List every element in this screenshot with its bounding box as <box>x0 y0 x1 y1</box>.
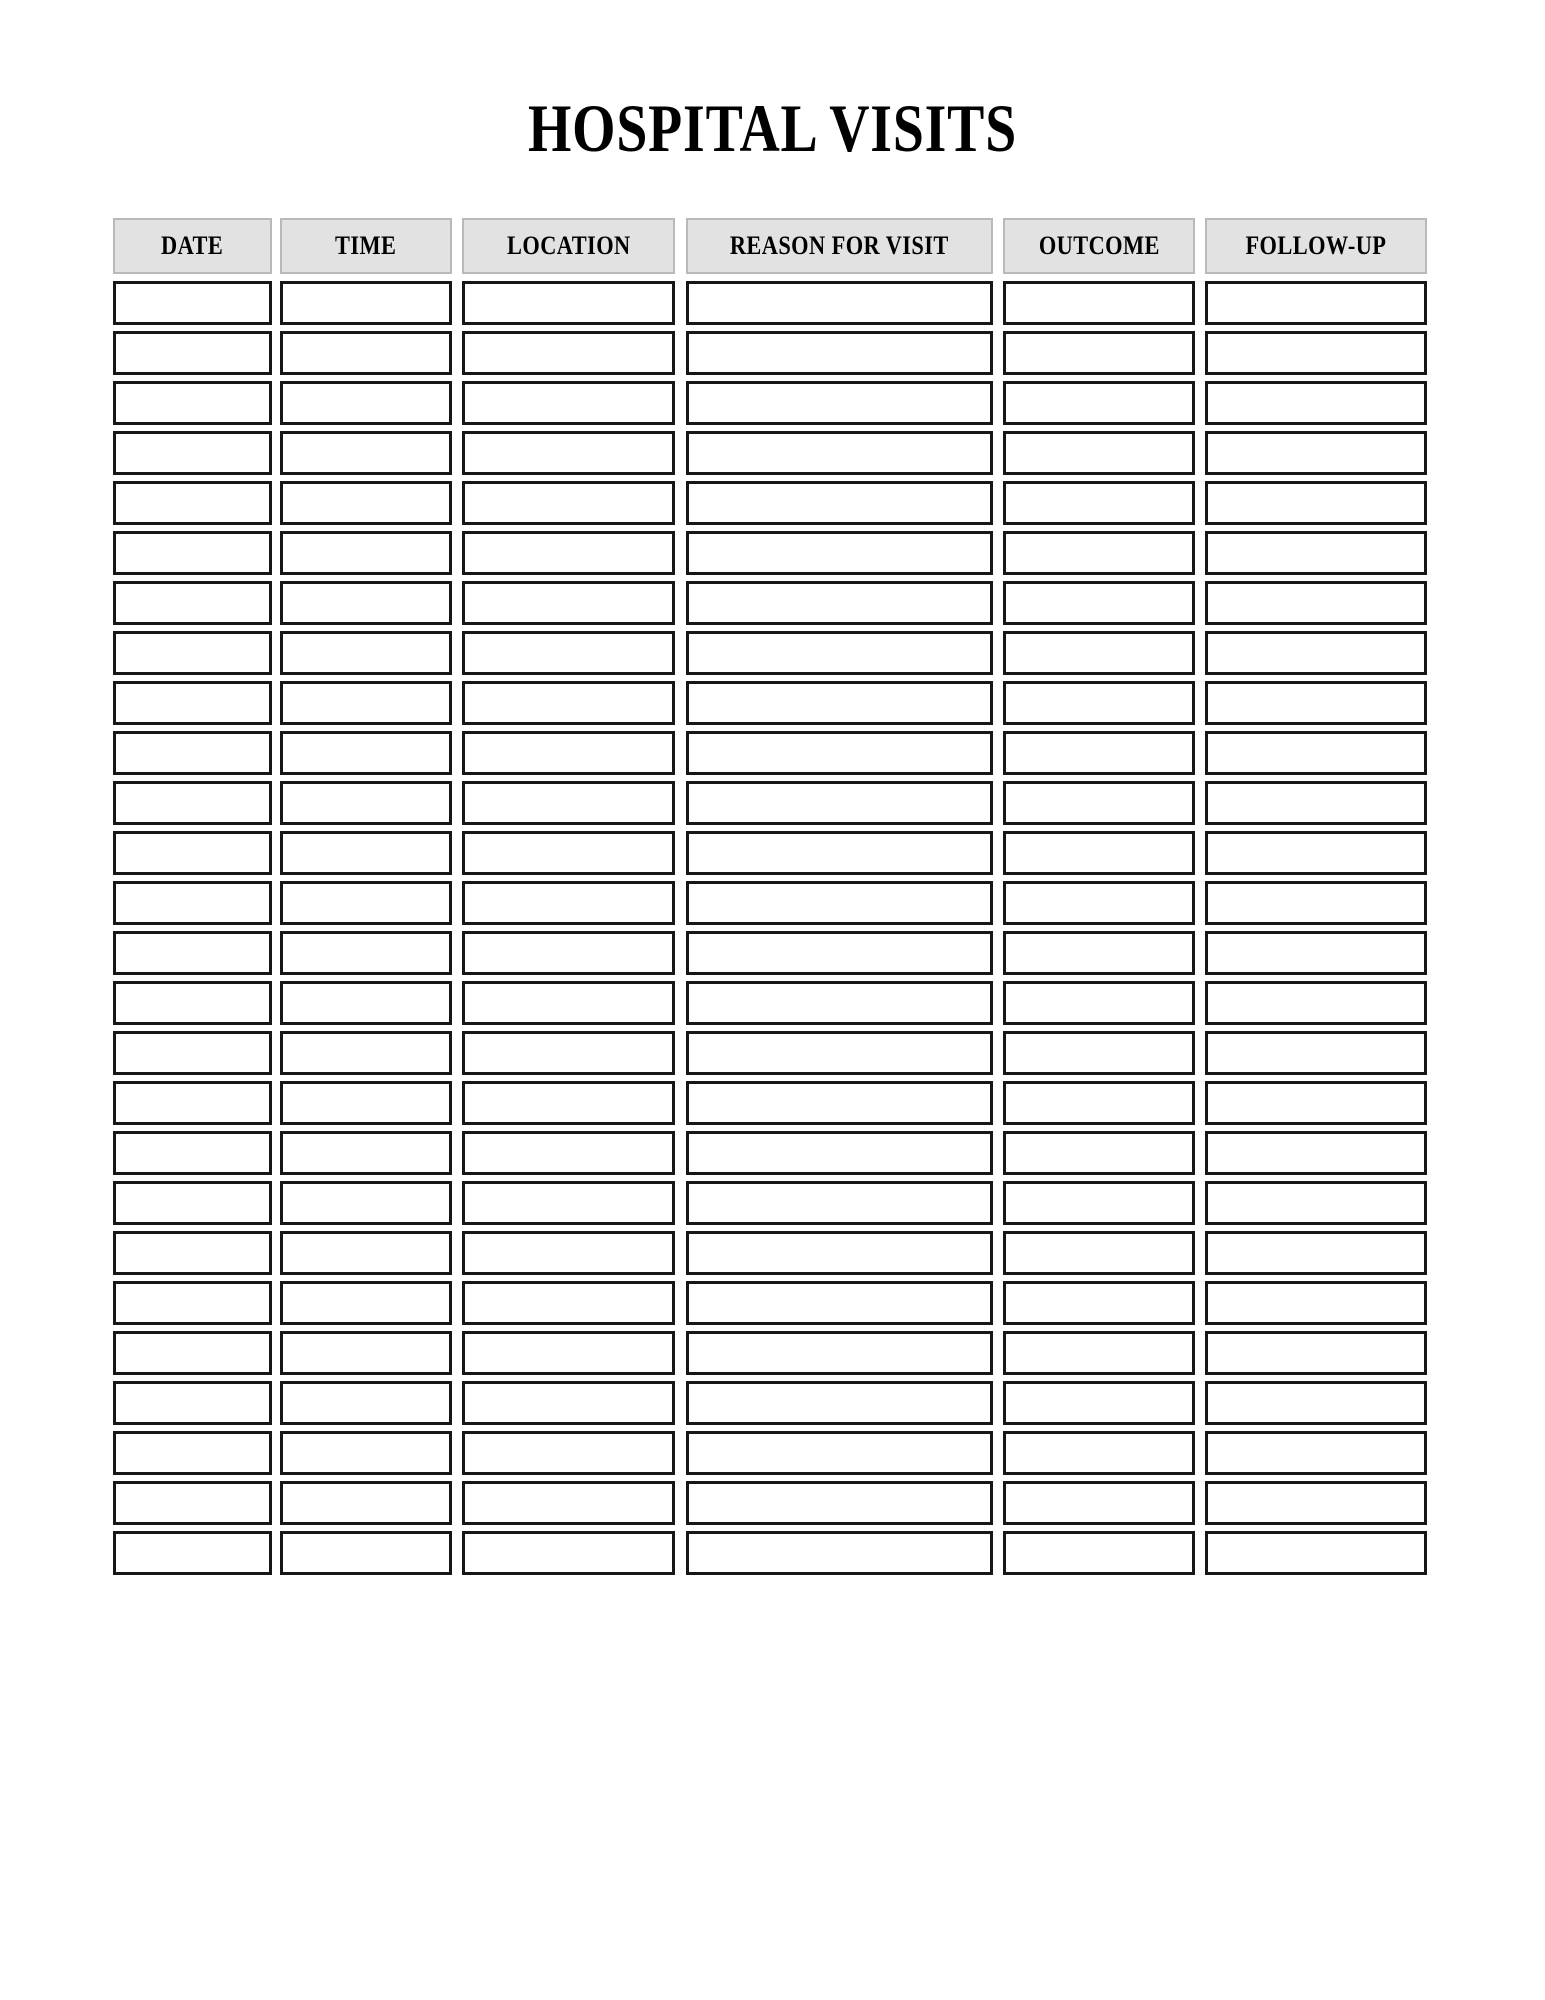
cell-time[interactable] <box>280 1031 452 1075</box>
cell-followup[interactable] <box>1205 1131 1427 1175</box>
cell-date[interactable] <box>113 1531 272 1575</box>
cell-followup[interactable] <box>1205 631 1427 675</box>
cell-time[interactable] <box>280 381 452 425</box>
cell-time[interactable] <box>280 931 452 975</box>
cell-outcome[interactable] <box>1003 1481 1195 1525</box>
hospital-visits-table <box>113 218 1429 1581</box>
table-row <box>113 1031 1429 1075</box>
cell-followup[interactable] <box>1205 581 1427 625</box>
cell-date[interactable] <box>113 981 272 1025</box>
cell-reason[interactable] <box>686 1381 993 1425</box>
cell-followup[interactable] <box>1205 981 1427 1025</box>
cell-date[interactable] <box>113 631 272 675</box>
column-header-outcome-label: OUTCOME <box>1038 231 1160 260</box>
cell-date[interactable] <box>113 1031 272 1075</box>
table-row <box>113 631 1429 675</box>
table-row <box>113 831 1429 875</box>
cell-reason[interactable] <box>686 281 993 325</box>
cell-outcome[interactable] <box>1003 331 1195 375</box>
cell-reason[interactable] <box>686 1181 993 1225</box>
cell-time[interactable] <box>280 781 452 825</box>
cell-reason[interactable] <box>686 831 993 875</box>
cell-location[interactable] <box>462 1281 675 1325</box>
table-row <box>113 1181 1429 1225</box>
cell-outcome[interactable] <box>1003 1531 1195 1575</box>
cell-outcome[interactable] <box>1003 1381 1195 1425</box>
table-row <box>113 1231 1429 1275</box>
cell-location[interactable] <box>462 431 675 475</box>
cell-reason[interactable] <box>686 781 993 825</box>
cell-outcome[interactable] <box>1003 581 1195 625</box>
cell-reason[interactable] <box>686 931 993 975</box>
cell-date[interactable] <box>113 1281 272 1325</box>
cell-location[interactable] <box>462 281 675 325</box>
cell-time[interactable] <box>280 981 452 1025</box>
column-header-follow-up-label: FOLLOW-UP <box>1245 231 1387 260</box>
cell-time[interactable] <box>280 1331 452 1375</box>
cell-followup[interactable] <box>1205 531 1427 575</box>
table-row <box>113 1531 1429 1575</box>
cell-time[interactable] <box>280 681 452 725</box>
cell-outcome[interactable] <box>1003 431 1195 475</box>
cell-followup[interactable] <box>1205 1031 1427 1075</box>
cell-time[interactable] <box>280 331 452 375</box>
cell-outcome[interactable] <box>1003 931 1195 975</box>
table-row <box>113 1081 1429 1125</box>
cell-date[interactable] <box>113 381 272 425</box>
cell-location[interactable] <box>462 1481 675 1525</box>
cell-time[interactable] <box>280 731 452 775</box>
cell-time[interactable] <box>280 1081 452 1125</box>
column-header-follow-up <box>1205 218 1427 274</box>
cell-location[interactable] <box>462 731 675 775</box>
cell-date[interactable] <box>113 1081 272 1125</box>
cell-date[interactable] <box>113 1381 272 1425</box>
cell-followup[interactable] <box>1205 831 1427 875</box>
cell-followup[interactable] <box>1205 1081 1427 1125</box>
column-header-location <box>462 218 675 274</box>
cell-date[interactable] <box>113 481 272 525</box>
cell-outcome[interactable] <box>1003 1181 1195 1225</box>
cell-time[interactable] <box>280 481 452 525</box>
cell-outcome[interactable] <box>1003 281 1195 325</box>
cell-location[interactable] <box>462 1331 675 1375</box>
cell-time[interactable] <box>280 1431 452 1475</box>
cell-outcome[interactable] <box>1003 1331 1195 1375</box>
table-row <box>113 581 1429 625</box>
cell-outcome[interactable] <box>1003 531 1195 575</box>
cell-followup[interactable] <box>1205 381 1427 425</box>
table-row <box>113 1131 1429 1175</box>
table-row <box>113 381 1429 425</box>
cell-location[interactable] <box>462 681 675 725</box>
column-header-time-label: TIME <box>335 231 397 260</box>
cell-time[interactable] <box>280 881 452 925</box>
cell-followup[interactable] <box>1205 931 1427 975</box>
table-row <box>113 981 1429 1025</box>
cell-location[interactable] <box>462 1131 675 1175</box>
cell-location[interactable] <box>462 1531 675 1575</box>
table-row <box>113 1481 1429 1525</box>
column-header-reason-for-visit <box>686 218 993 274</box>
cell-followup[interactable] <box>1205 681 1427 725</box>
cell-time[interactable] <box>280 1381 452 1425</box>
cell-reason[interactable] <box>686 581 993 625</box>
cell-outcome[interactable] <box>1003 831 1195 875</box>
cell-reason[interactable] <box>686 881 993 925</box>
table-row <box>113 1431 1429 1475</box>
table-row <box>113 1331 1429 1375</box>
column-header-reason-for-visit-label: REASON FOR VISIT <box>730 231 949 260</box>
cell-reason[interactable] <box>686 981 993 1025</box>
cell-date[interactable] <box>113 1481 272 1525</box>
table-body <box>113 281 1429 1575</box>
cell-outcome[interactable] <box>1003 631 1195 675</box>
table-row <box>113 781 1429 825</box>
cell-reason[interactable] <box>686 1431 993 1475</box>
cell-time[interactable] <box>280 581 452 625</box>
cell-outcome[interactable] <box>1003 1131 1195 1175</box>
cell-reason[interactable] <box>686 681 993 725</box>
cell-location[interactable] <box>462 1381 675 1425</box>
cell-location[interactable] <box>462 1181 675 1225</box>
cell-location[interactable] <box>462 1031 675 1075</box>
page-title: HOSPITAL VISITS <box>527 90 1018 166</box>
cell-followup[interactable] <box>1205 331 1427 375</box>
table-row <box>113 1281 1429 1325</box>
cell-time[interactable] <box>280 631 452 675</box>
column-header-outcome <box>1003 218 1195 274</box>
cell-reason[interactable] <box>686 1031 993 1075</box>
cell-location[interactable] <box>462 881 675 925</box>
cell-location[interactable] <box>462 331 675 375</box>
cell-followup[interactable] <box>1205 281 1427 325</box>
cell-reason[interactable] <box>686 731 993 775</box>
cell-reason[interactable] <box>686 1481 993 1525</box>
cell-date[interactable] <box>113 881 272 925</box>
cell-followup[interactable] <box>1205 1181 1427 1225</box>
cell-outcome[interactable] <box>1003 1431 1195 1475</box>
cell-followup[interactable] <box>1205 1281 1427 1325</box>
cell-date[interactable] <box>113 281 272 325</box>
table-row <box>113 531 1429 575</box>
cell-date[interactable] <box>113 931 272 975</box>
cell-date[interactable] <box>113 1131 272 1175</box>
cell-date[interactable] <box>113 331 272 375</box>
cell-outcome[interactable] <box>1003 781 1195 825</box>
cell-followup[interactable] <box>1205 1231 1427 1275</box>
cell-time[interactable] <box>280 1131 452 1175</box>
table-row <box>113 1381 1429 1425</box>
cell-time[interactable] <box>280 1481 452 1525</box>
cell-reason[interactable] <box>686 1081 993 1125</box>
table-row <box>113 881 1429 925</box>
cell-time[interactable] <box>280 1231 452 1275</box>
cell-followup[interactable] <box>1205 1481 1427 1525</box>
cell-time[interactable] <box>280 281 452 325</box>
cell-reason[interactable] <box>686 431 993 475</box>
table-header-row <box>113 218 1429 274</box>
cell-reason[interactable] <box>686 481 993 525</box>
column-header-date <box>113 218 272 274</box>
cell-time[interactable] <box>280 431 452 475</box>
cell-outcome[interactable] <box>1003 1281 1195 1325</box>
cell-outcome[interactable] <box>1003 981 1195 1025</box>
cell-reason[interactable] <box>686 1281 993 1325</box>
cell-date[interactable] <box>113 1331 272 1375</box>
cell-location[interactable] <box>462 831 675 875</box>
cell-outcome[interactable] <box>1003 681 1195 725</box>
cell-reason[interactable] <box>686 1331 993 1375</box>
cell-location[interactable] <box>462 381 675 425</box>
cell-location[interactable] <box>462 1431 675 1475</box>
cell-date[interactable] <box>113 781 272 825</box>
cell-location[interactable] <box>462 1081 675 1125</box>
cell-date[interactable] <box>113 531 272 575</box>
table-row <box>113 681 1429 725</box>
cell-location[interactable] <box>462 931 675 975</box>
cell-followup[interactable] <box>1205 1431 1427 1475</box>
cell-outcome[interactable] <box>1003 381 1195 425</box>
cell-outcome[interactable] <box>1003 481 1195 525</box>
cell-outcome[interactable] <box>1003 731 1195 775</box>
cell-reason[interactable] <box>686 381 993 425</box>
cell-date[interactable] <box>113 681 272 725</box>
cell-date[interactable] <box>113 581 272 625</box>
cell-date[interactable] <box>113 831 272 875</box>
cell-location[interactable] <box>462 481 675 525</box>
cell-reason[interactable] <box>686 331 993 375</box>
table-row <box>113 431 1429 475</box>
cell-location[interactable] <box>462 531 675 575</box>
table-row <box>113 331 1429 375</box>
cell-time[interactable] <box>280 1531 452 1575</box>
cell-location[interactable] <box>462 631 675 675</box>
cell-location[interactable] <box>462 1231 675 1275</box>
cell-reason[interactable] <box>686 1131 993 1175</box>
cell-followup[interactable] <box>1205 881 1427 925</box>
cell-outcome[interactable] <box>1003 1231 1195 1275</box>
cell-time[interactable] <box>280 1281 452 1325</box>
cell-reason[interactable] <box>686 531 993 575</box>
cell-location[interactable] <box>462 581 675 625</box>
column-header-date-label: DATE <box>161 231 224 260</box>
column-header-location-label: LOCATION <box>506 231 631 260</box>
cell-followup[interactable] <box>1205 781 1427 825</box>
cell-followup[interactable] <box>1205 1381 1427 1425</box>
cell-date[interactable] <box>113 1231 272 1275</box>
table-row <box>113 481 1429 525</box>
cell-reason[interactable] <box>686 631 993 675</box>
cell-location[interactable] <box>462 981 675 1025</box>
table-row <box>113 281 1429 325</box>
cell-reason[interactable] <box>686 1531 993 1575</box>
column-header-time <box>280 218 452 274</box>
table-row <box>113 731 1429 775</box>
cell-time[interactable] <box>280 831 452 875</box>
table-row <box>113 931 1429 975</box>
cell-date[interactable] <box>113 731 272 775</box>
cell-followup[interactable] <box>1205 731 1427 775</box>
cell-time[interactable] <box>280 531 452 575</box>
cell-followup[interactable] <box>1205 1331 1427 1375</box>
cell-date[interactable] <box>113 1181 272 1225</box>
cell-followup[interactable] <box>1205 481 1427 525</box>
cell-date[interactable] <box>113 1431 272 1475</box>
cell-time[interactable] <box>280 1181 452 1225</box>
cell-date[interactable] <box>113 431 272 475</box>
cell-location[interactable] <box>462 781 675 825</box>
cell-reason[interactable] <box>686 1231 993 1275</box>
cell-outcome[interactable] <box>1003 881 1195 925</box>
cell-outcome[interactable] <box>1003 1031 1195 1075</box>
cell-followup[interactable] <box>1205 1531 1427 1575</box>
cell-followup[interactable] <box>1205 431 1427 475</box>
cell-outcome[interactable] <box>1003 1081 1195 1125</box>
